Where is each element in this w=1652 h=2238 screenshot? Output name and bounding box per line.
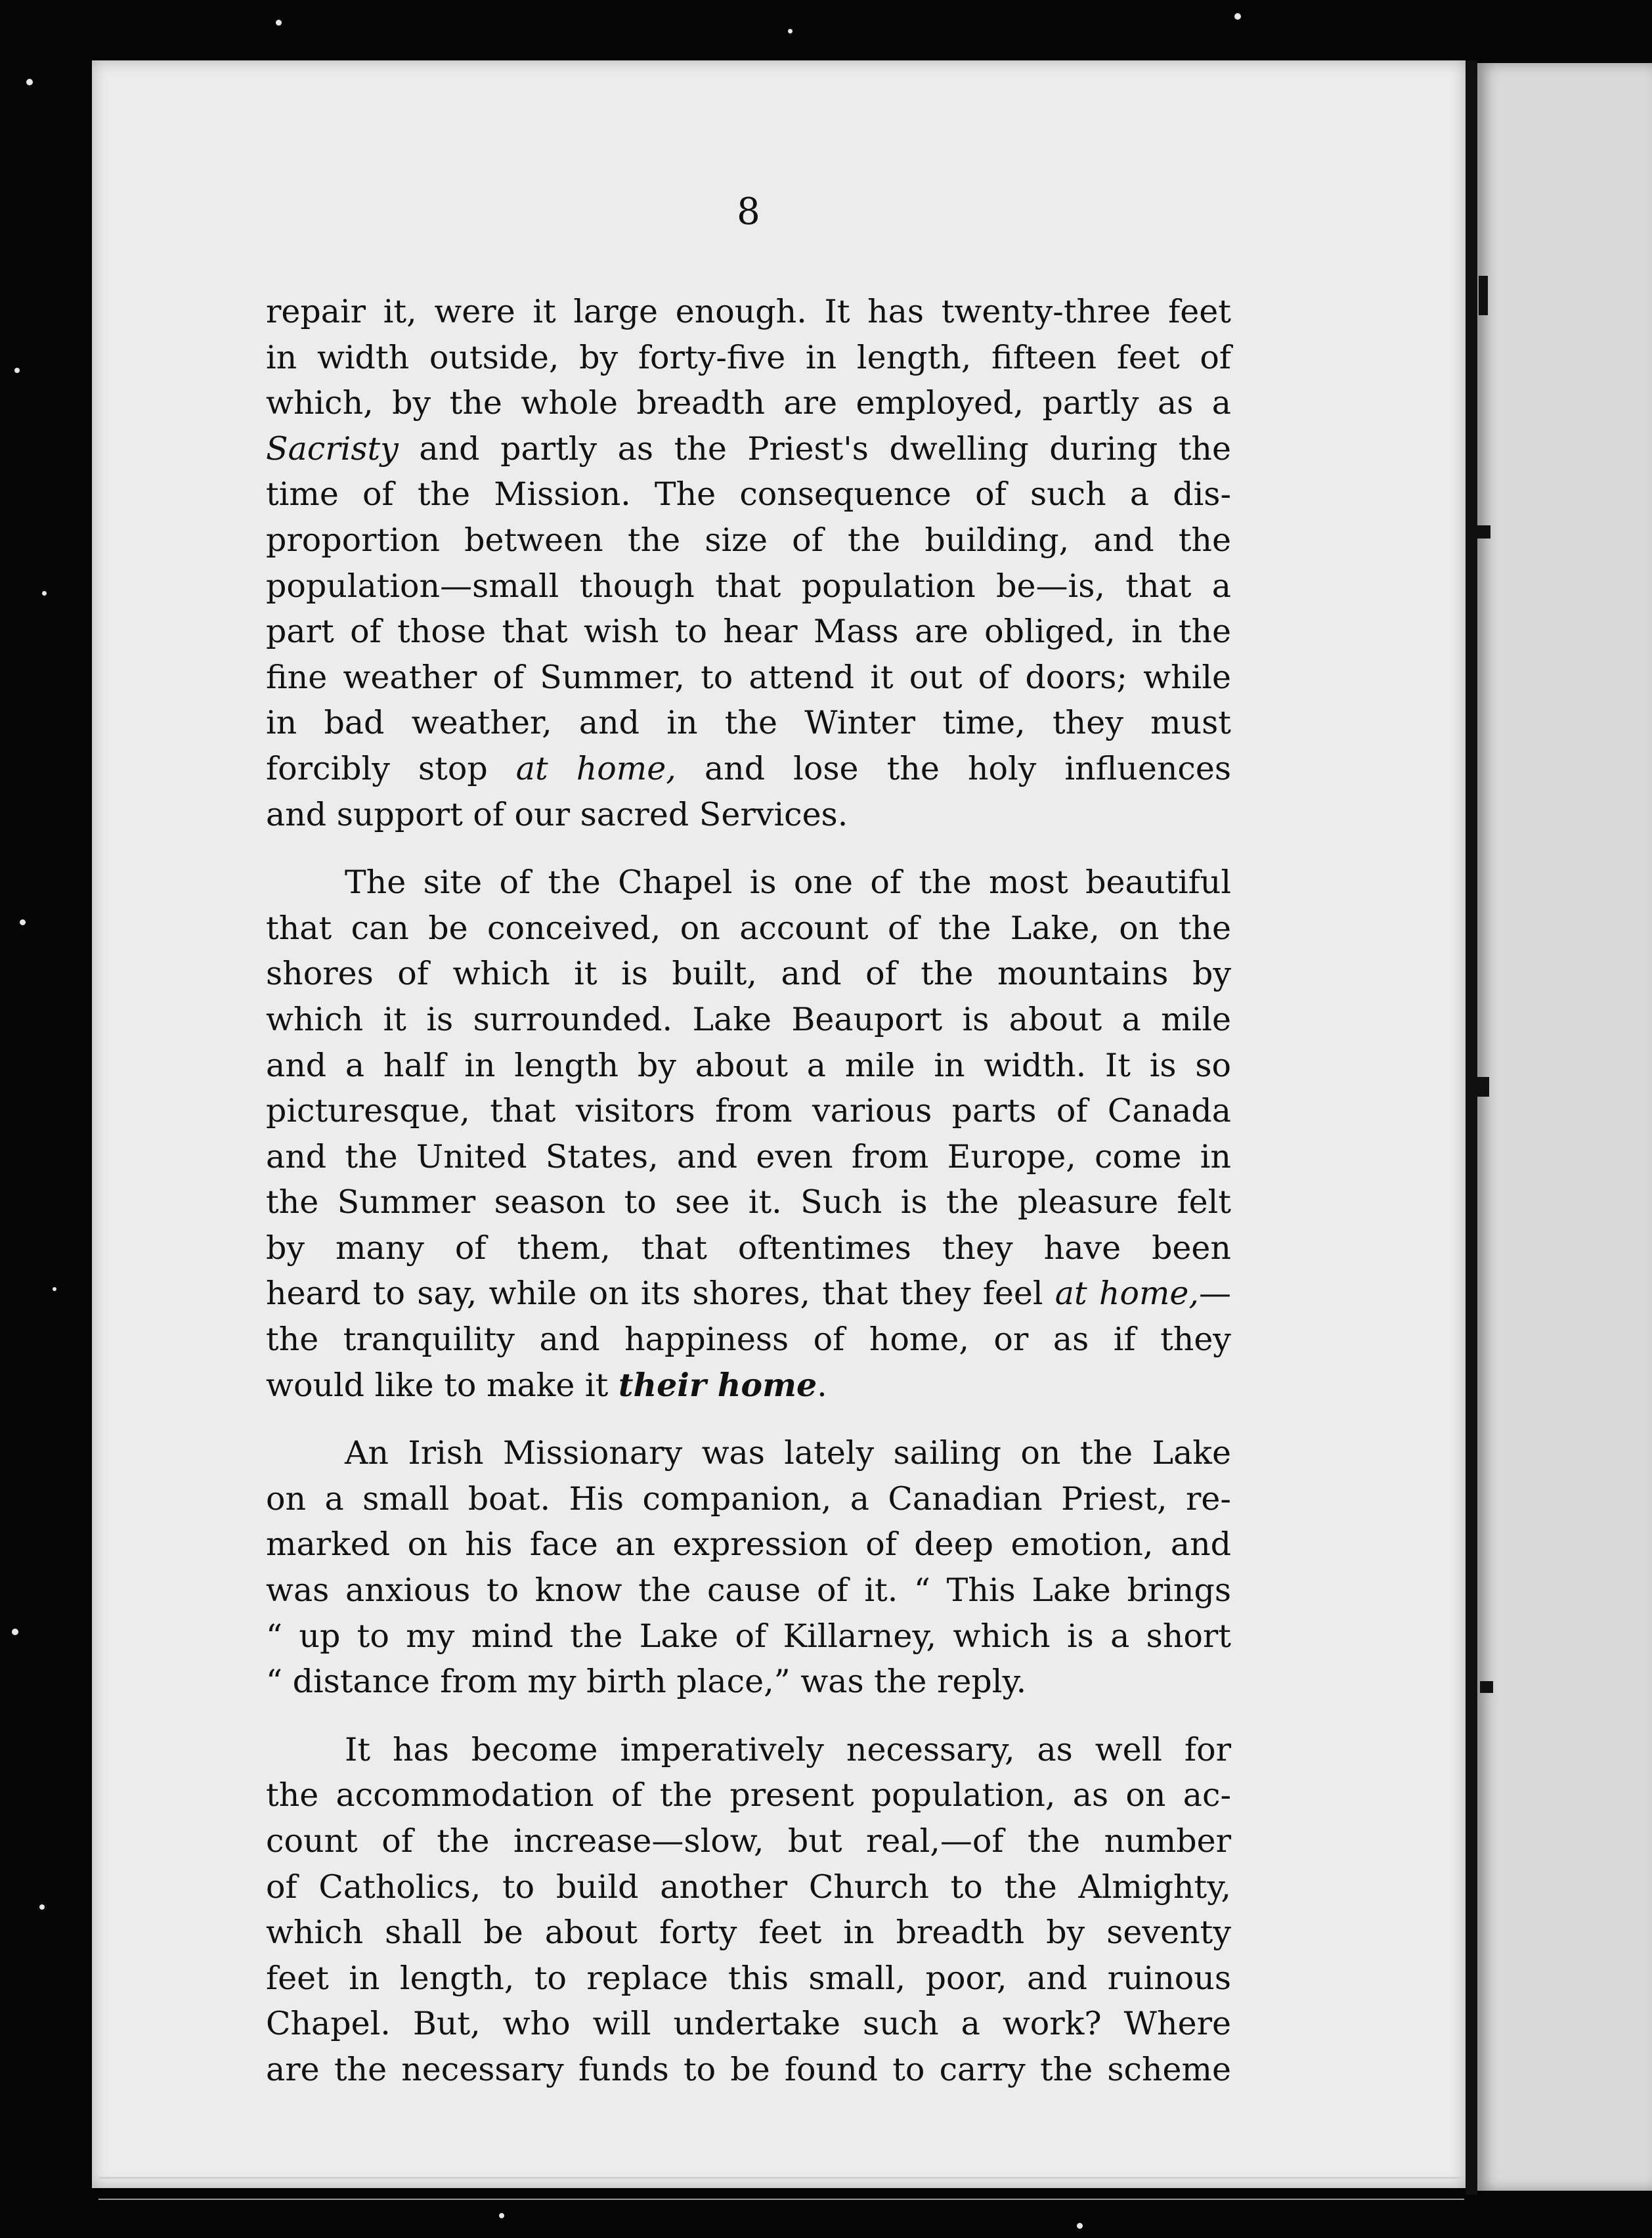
text-line: forcibly stop at home, and lose the holy influences [266, 749, 1232, 787]
scan-speck [12, 1629, 18, 1635]
text-line: feet in length, to replace this small, poor, and ruinous [266, 1959, 1231, 1997]
paragraph-4 [266, 1727, 1231, 2093]
facing-page [1477, 63, 1652, 2191]
scan-speck [1234, 13, 1241, 20]
text-line: and a half in length by about a mile in width. It is so [266, 1046, 1231, 1084]
text-line: and the United States, and even from Europe, come in [266, 1137, 1231, 1175]
text-line: on a small boat. His companion, a Canadian Priest, re- [266, 1480, 1231, 1518]
text-line: by many of them, that oftentimes they have been [266, 1229, 1231, 1267]
paragraph-1 [266, 289, 1231, 837]
text-line: picturesque, that visitors from various parts of Canada [266, 1092, 1231, 1130]
scan-speck [499, 2213, 504, 2218]
text-line: the accommodation of the present population, as on ac- [266, 1776, 1231, 1814]
text-line: the tranquility and happiness of home, or as if they [266, 1321, 1231, 1359]
body-text [266, 289, 1231, 2093]
text-line: was anxious to know the cause of it. “ This Lake brings [266, 1571, 1231, 1610]
scan-speck [42, 591, 47, 596]
scan-speck [14, 368, 20, 373]
text-line: marked on his face an expression of deep emotion, and [266, 1525, 1231, 1564]
text-line: which, by the whole breadth are employed, partly as a [266, 384, 1231, 422]
text-line: are the necessary funds to be found to carry the scheme [266, 2050, 1231, 2088]
book-gutter [1466, 60, 1477, 2195]
scan-speck [53, 1287, 56, 1291]
text-line: population—small though that population be—is, that a [266, 567, 1231, 605]
scan-speck [276, 20, 282, 26]
page-stack-edge [98, 2177, 1464, 2200]
text-line: It has become imperatively necessary, as well for [345, 1730, 1231, 1768]
scan-speck [26, 79, 33, 85]
text-line: count of the increase—slow, but real,—of the number [266, 1822, 1231, 1860]
binding-thread [1476, 525, 1490, 538]
text-line: in width outside, by forty-five in length, fifteen feet of [266, 338, 1231, 376]
text-line: “ distance from my birth place,” was the reply. [266, 1663, 1027, 1701]
text-line: and support of our sacred Services. [266, 795, 848, 833]
text-line: of Catholics, to build another Church to the Almighty, [266, 1868, 1231, 1906]
paragraph-spacer [266, 1705, 1231, 1727]
text-line: The site of the Chapel is one of the most beautiful [345, 864, 1231, 902]
binding-thread [1477, 1077, 1489, 1097]
text-line: “ up to my mind the Lake of Killarney, which is a short [266, 1617, 1231, 1655]
paragraph-spacer [266, 837, 1231, 860]
text-line-italic-start: Sacristy and partly as the Priest's dwelling during the [266, 429, 1231, 468]
scan-speck [788, 29, 793, 33]
binding-thread [1480, 1681, 1493, 1693]
text-line: An Irish Missionary was lately sailing on the Lake [345, 1434, 1231, 1472]
text-line: repair it, were it large enough. It has twenty-three feet [266, 293, 1231, 330]
text-line: fine weather of Summer, to attend it out of doors; while [266, 658, 1231, 696]
text-line: the Summer season to see it. Such is the pleasure felt [266, 1183, 1231, 1221]
page-number: 8 [737, 190, 760, 233]
text-line: in bad weather, and in the Winter time, they must [266, 704, 1231, 742]
scan-speck [1077, 2223, 1083, 2229]
text-line: part of those that wish to hear Mass are obliged, in the [266, 613, 1231, 651]
text-line: which it is surrounded. Lake Beauport is about a mile [266, 1000, 1231, 1038]
scan-speck [20, 919, 26, 925]
text-line: would like to make it their home. [266, 1365, 827, 1404]
text-line: Chapel. But, who will undertake such a work? Where [266, 2005, 1231, 2043]
text-line: heard to say, while on its shores, that they feel at home,— [266, 1275, 1231, 1313]
text-line: proportion between the size of the building, and the [266, 521, 1231, 559]
text-line: that can be conceived, on account of the Lake, on the [266, 909, 1231, 947]
text-line: time of the Mission. The consequence of such a dis- [266, 475, 1231, 514]
paragraph-spacer [266, 1408, 1231, 1430]
paragraph-2 [266, 860, 1231, 1408]
paragraph-3 [266, 1430, 1231, 1705]
text-line: shores of which it is built, and of the mountains by [266, 955, 1231, 993]
binding-thread [1479, 276, 1488, 315]
text-line: which shall be about forty feet in breadth by seventy [266, 1914, 1231, 1952]
scan-speck [39, 1904, 45, 1910]
